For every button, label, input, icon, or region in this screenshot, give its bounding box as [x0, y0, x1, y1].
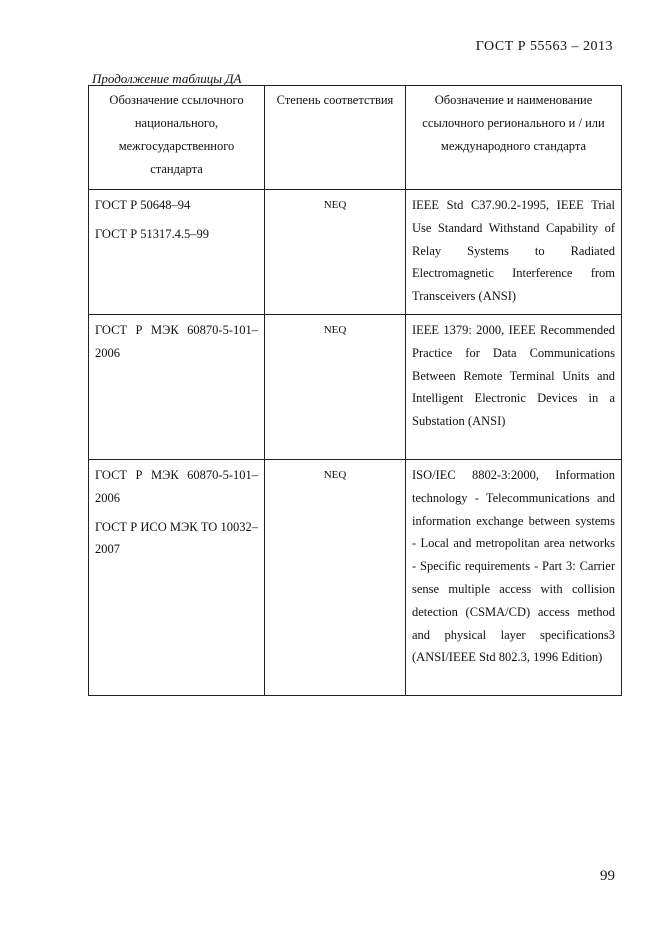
- column-header-national: Обозначение ссылочного национального, межгосударственного стандарта: [89, 86, 265, 190]
- column-header-international: Обозначение и наименование ссылочного регионального и / или международного стандарта: [406, 86, 622, 190]
- table-row: [89, 190, 622, 315]
- table-row: [89, 314, 622, 459]
- column-header-degree: Степень соответствия: [265, 86, 406, 190]
- degree-cell: NEQ: [265, 459, 406, 695]
- national-standard-cell: [89, 190, 265, 315]
- national-standard-cell: [89, 459, 265, 695]
- national-standard: ГОСТ Р ИСО МЭК ТО 10032–2007: [95, 519, 258, 557]
- national-standard: ГОСТ Р МЭК 60870-5-101–2006: [95, 322, 258, 360]
- document-number-header: ГОСТ Р 55563 – 2013: [475, 39, 613, 54]
- international-standard-cell: IEEE 1379: 2000, IEEE Recommended Practice for Data Communications Between Remote Terminal Units and Intelligent Electronic Devices in a Substation (ANSI): [406, 314, 622, 459]
- page-number: 99: [600, 868, 615, 884]
- national-standard: ГОСТ Р 50648–94: [95, 198, 191, 212]
- international-standard-cell: IEEE Std C37.90.2-1995, IEEE Trial Use Standard Withstand Capability of Relay Systems to Radiated Electromagnetic Interference from Transceivers (ANSI): [406, 190, 622, 315]
- table-header-row: [89, 86, 622, 190]
- standards-table: [88, 85, 622, 696]
- national-standard: ГОСТ Р 51317.4.5–99: [95, 226, 210, 241]
- national-standard: ГОСТ Р МЭК 60870-5-101–2006: [95, 467, 258, 505]
- table-caption: Продолжение таблицы ДА: [92, 71, 242, 86]
- degree-cell: NEQ: [265, 314, 406, 459]
- national-standard-cell: [89, 314, 265, 459]
- international-standard-cell: ISO/IEC 8802-3:2000, Information technology - Telecommunications and information exchange between systems - Local and metropolitan area networks - Specific requirements - Part 3: Carrier sense multiple access with collision detection (CSMA/CD) access method and physical layer specifications3 (ANSI/IEEE Std 802.3, 1996 Edition): [406, 459, 622, 695]
- degree-cell: NEQ: [265, 190, 406, 315]
- table-row: [89, 459, 622, 695]
